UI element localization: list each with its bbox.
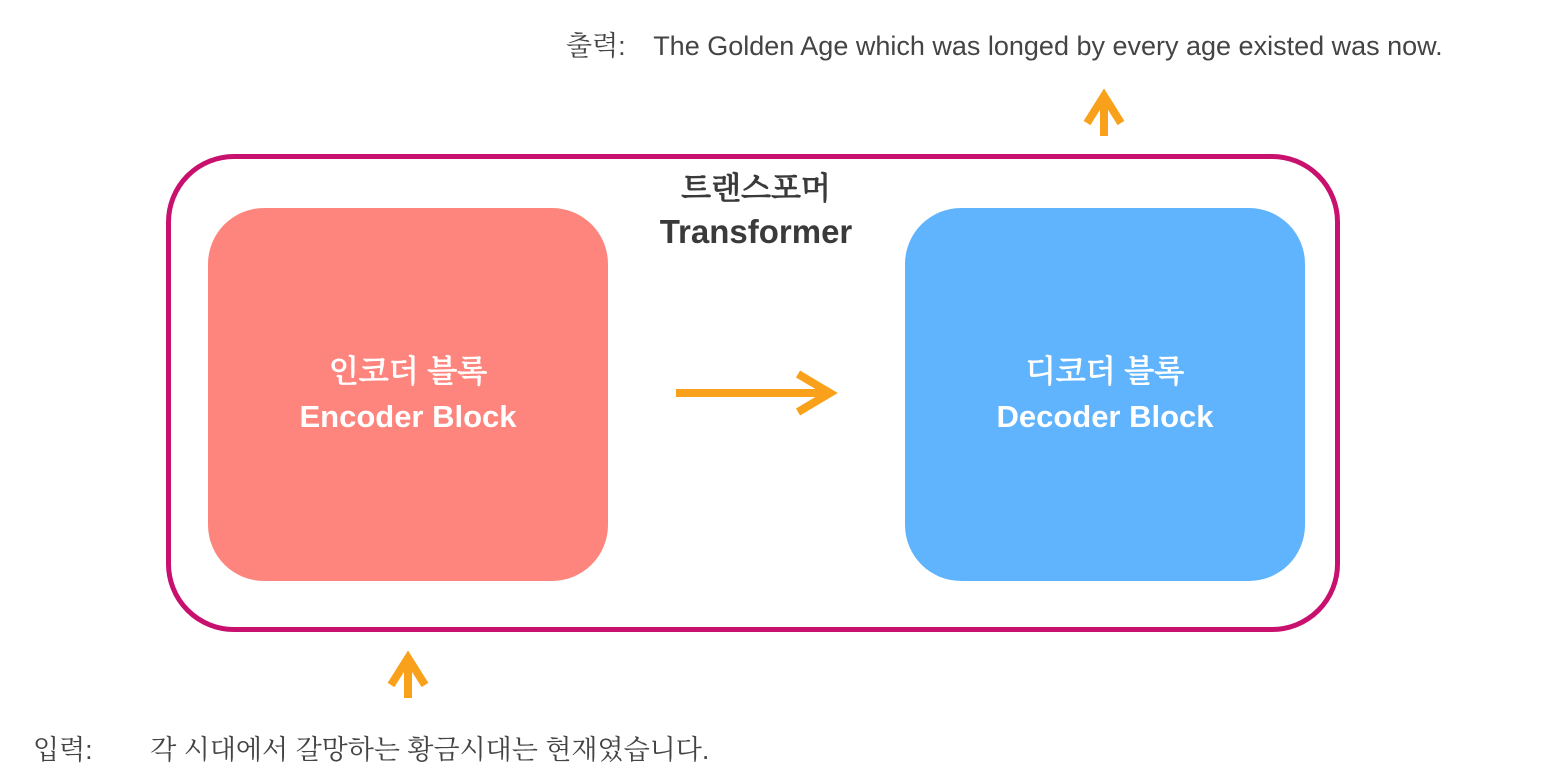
transformer-title-en: Transformer [659,212,853,250]
input-text: 각 시대에서 갈망하는 황금시대는 현재였습니다. [150,735,710,765]
encoder-label-ko: 인코더 블록 [328,353,488,389]
input-label: 입력: [33,735,93,765]
decoder-label-ko: 디코더 블록 [1025,353,1185,389]
encoder-label-en: Encoder Block [299,398,517,434]
input-arrow-icon [391,658,425,698]
output-text: The Golden Age which was longed by every age existed was now. [653,31,1443,61]
input-line [33,728,709,767]
decoder-label-en: Decoder Block [996,398,1214,434]
transformer-title-ko: 트랜스포머 [681,171,831,206]
output-label: 출력: [566,31,626,61]
output-arrow-icon [1087,96,1121,136]
encoder-to-decoder-arrow-icon [676,374,830,412]
